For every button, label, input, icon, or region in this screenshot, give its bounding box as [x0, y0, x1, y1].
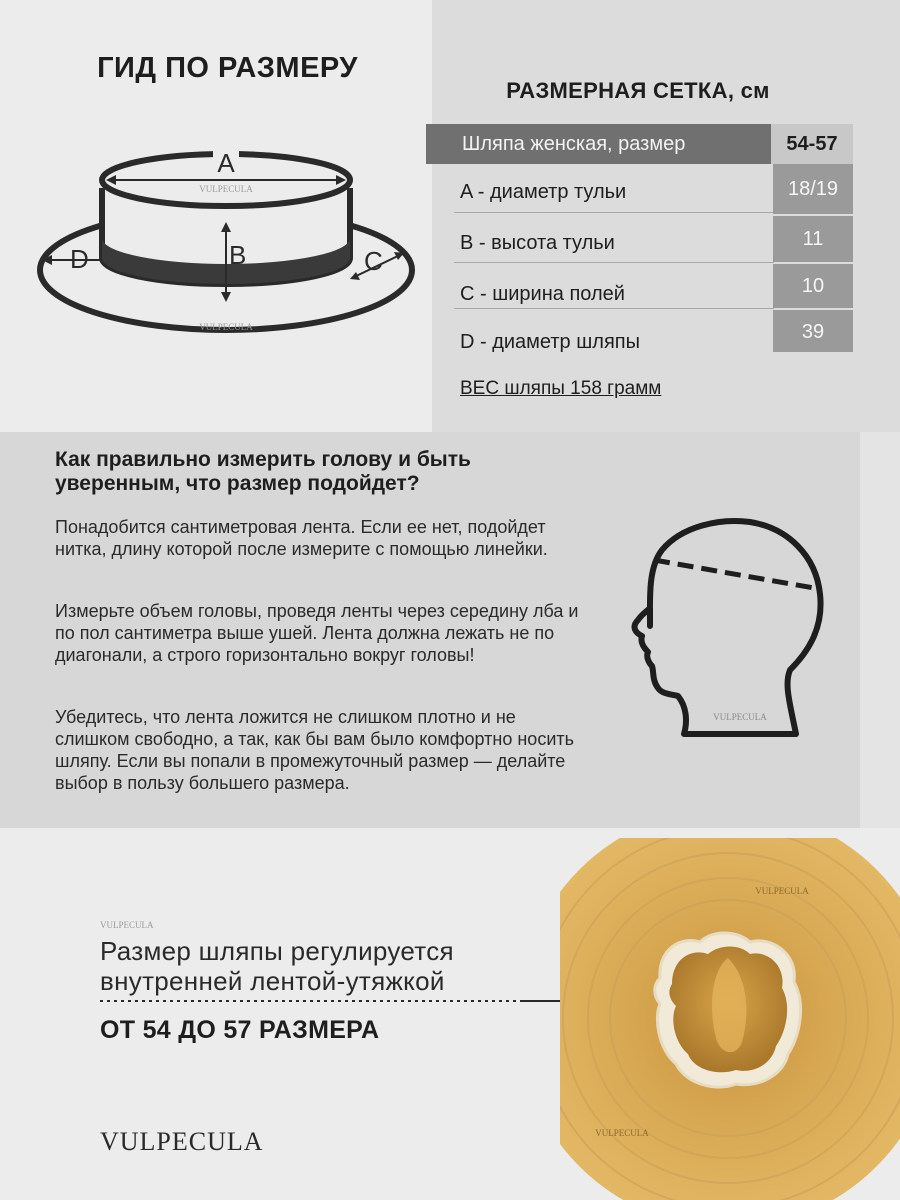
- row-divider: [454, 262, 774, 263]
- value-b: 11: [773, 216, 853, 262]
- label-c: C: [364, 246, 383, 276]
- watermark: VULPECULA: [755, 886, 809, 896]
- measure-paragraph: Понадобится сантиметровая лента. Если ее нет, подойдет нитка, длину которой после измерите с помощью линейки.: [55, 517, 548, 559]
- measure-paragraph: Убедитесь, что лента ложится не слишком плотно и не слишком свободно, а так, как бы вам было комфортно носить шляпу. Если вы попали в промежуточный размер — делайте выбор в пользу большего размера.: [55, 707, 574, 793]
- guide-title: ГИД ПО РАЗМЕРУ: [97, 52, 358, 84]
- row-divider: [454, 212, 774, 213]
- pointer-arrow: [100, 994, 630, 1008]
- label-b: B: [229, 240, 247, 270]
- watermark: VULPECULA: [595, 1128, 649, 1138]
- row-divider: [454, 308, 774, 309]
- hat-diagram: [30, 140, 430, 360]
- row-label-b: B - высота тульи: [460, 232, 615, 254]
- adjust-text: Размер шляпы регулируется внутренней лентой-утяжкой: [100, 936, 454, 996]
- watermark: VULPECULA: [199, 184, 253, 194]
- brand-logo: VULPECULA: [100, 1127, 264, 1156]
- row-label-d: D - диаметр шляпы: [460, 331, 640, 353]
- label-d: D: [70, 244, 89, 274]
- table-header-label: Шляпа женская, размер: [426, 124, 771, 164]
- watermark: VULPECULA: [100, 920, 154, 930]
- table-header-size: 54-57: [771, 124, 853, 164]
- size-range: ОТ 54 ДО 57 РАЗМЕРА: [100, 1016, 380, 1044]
- head-outline-icon: [620, 508, 840, 748]
- measure-title: Как правильно измерить голову и быть уверенным, что размер подойдет?: [55, 448, 471, 495]
- size-grid-title: РАЗМЕРНАЯ СЕТКА, см: [506, 78, 770, 103]
- label-a: A: [217, 148, 235, 178]
- value-a: 18/19: [773, 164, 853, 214]
- watermark: VULPECULA: [199, 322, 253, 332]
- value-c: 10: [773, 264, 853, 308]
- measure-paragraph: Измерьте объем головы, проведя ленты через середину лба и по пол сантиметра выше ушей. Лента должна лежать не по диагонали, а строго горизонтально вокруг головы!: [55, 601, 579, 665]
- value-d: 39: [773, 310, 853, 352]
- straw-hat-image: [560, 838, 900, 1200]
- row-label-c: C - ширина полей: [460, 283, 625, 305]
- watermark: VULPECULA: [713, 712, 767, 722]
- row-label-a: A - диаметр тульи: [460, 181, 627, 203]
- hat-weight: ВЕС шляпы 158 грамм: [460, 378, 662, 399]
